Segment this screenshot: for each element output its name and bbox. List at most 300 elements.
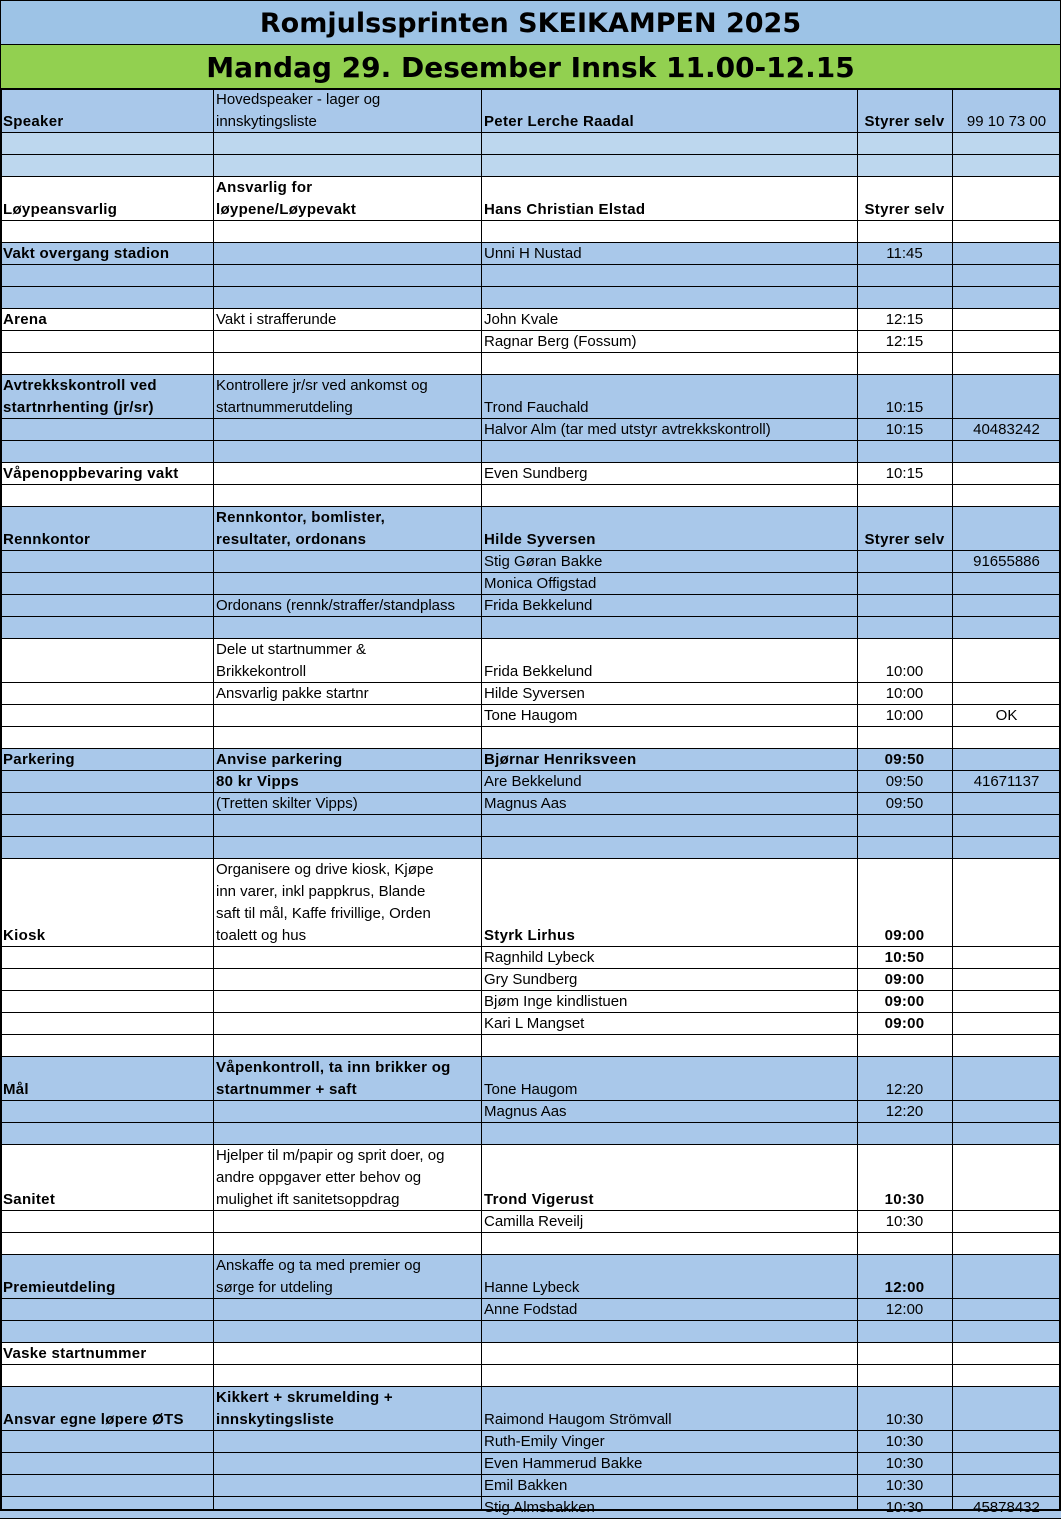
task-cell[interactable] bbox=[213, 1255, 481, 1299]
time-cell[interactable] bbox=[857, 1321, 952, 1343]
phone-cell[interactable] bbox=[952, 419, 1061, 441]
time-cell[interactable] bbox=[857, 375, 952, 419]
time-cell[interactable] bbox=[857, 947, 952, 969]
person-cell[interactable] bbox=[481, 551, 857, 573]
phone-cell[interactable] bbox=[952, 1233, 1061, 1255]
phone-cell[interactable] bbox=[952, 969, 1061, 991]
role-cell[interactable] bbox=[0, 1343, 213, 1365]
phone-cell[interactable] bbox=[952, 727, 1061, 749]
role-cell[interactable] bbox=[0, 595, 213, 617]
role-cell[interactable] bbox=[0, 89, 213, 133]
person-cell[interactable] bbox=[481, 1453, 857, 1475]
task-cell[interactable] bbox=[213, 617, 481, 639]
person-cell[interactable] bbox=[481, 815, 857, 837]
person-cell[interactable] bbox=[481, 155, 857, 177]
time-cell[interactable] bbox=[857, 705, 952, 727]
phone-cell[interactable] bbox=[952, 749, 1061, 771]
person-cell[interactable] bbox=[481, 617, 857, 639]
row-divider bbox=[0, 1100, 1061, 1101]
time-cell[interactable] bbox=[857, 177, 952, 221]
person-cell[interactable] bbox=[481, 573, 857, 595]
phone-cell[interactable] bbox=[952, 1057, 1061, 1101]
table-row bbox=[0, 221, 1061, 243]
phone-cell[interactable] bbox=[952, 551, 1061, 573]
phone-cell[interactable] bbox=[952, 331, 1061, 353]
role-cell[interactable] bbox=[0, 353, 213, 375]
person-cell[interactable] bbox=[481, 1387, 857, 1431]
role-cell[interactable] bbox=[0, 1123, 213, 1145]
time-cell[interactable] bbox=[857, 639, 952, 683]
phone-cell[interactable] bbox=[952, 1497, 1061, 1519]
role-cell[interactable] bbox=[0, 221, 213, 243]
phone-cell[interactable] bbox=[952, 1343, 1061, 1365]
time-cell[interactable] bbox=[857, 793, 952, 815]
time-cell[interactable] bbox=[857, 133, 952, 155]
column-divider bbox=[952, 89, 953, 1511]
task-cell[interactable] bbox=[213, 595, 481, 617]
person-cell[interactable] bbox=[481, 749, 857, 771]
phone-cell[interactable] bbox=[952, 815, 1061, 837]
person-cell-text: Trond Vigerust bbox=[484, 1191, 594, 1208]
task-cell-text: Våpenkontroll, ta inn brikker og startnummer + saft bbox=[216, 1059, 451, 1098]
task-cell[interactable] bbox=[213, 1035, 481, 1057]
phone-cell[interactable] bbox=[952, 683, 1061, 705]
role-cell[interactable] bbox=[0, 463, 213, 485]
person-cell[interactable] bbox=[481, 331, 857, 353]
task-cell[interactable] bbox=[213, 331, 481, 353]
task-cell[interactable] bbox=[213, 1145, 481, 1211]
task-cell[interactable] bbox=[213, 969, 481, 991]
phone-cell[interactable] bbox=[952, 1475, 1061, 1497]
time-cell[interactable] bbox=[857, 155, 952, 177]
person-cell-text: Unni H Nustad bbox=[484, 245, 582, 262]
phone-cell[interactable] bbox=[952, 353, 1061, 375]
role-cell[interactable] bbox=[0, 375, 213, 419]
task-cell[interactable] bbox=[213, 815, 481, 837]
time-cell[interactable] bbox=[857, 1431, 952, 1453]
person-cell[interactable] bbox=[481, 1497, 857, 1519]
table-row bbox=[0, 947, 1061, 969]
phone-cell[interactable] bbox=[952, 375, 1061, 419]
person-cell[interactable] bbox=[481, 1255, 857, 1299]
role-cell[interactable] bbox=[0, 177, 213, 221]
role-cell[interactable] bbox=[0, 243, 213, 265]
task-cell[interactable] bbox=[213, 1123, 481, 1145]
person-cell[interactable] bbox=[481, 287, 857, 309]
time-cell[interactable] bbox=[857, 969, 952, 991]
phone-cell[interactable] bbox=[952, 947, 1061, 969]
row-divider bbox=[0, 946, 1061, 947]
role-cell[interactable] bbox=[0, 837, 213, 859]
phone-cell[interactable] bbox=[952, 1431, 1061, 1453]
time-cell[interactable] bbox=[857, 243, 952, 265]
person-cell[interactable] bbox=[481, 837, 857, 859]
task-cell[interactable] bbox=[213, 1475, 481, 1497]
task-cell[interactable] bbox=[213, 133, 481, 155]
role-cell[interactable] bbox=[0, 331, 213, 353]
row-divider bbox=[0, 968, 1061, 969]
person-cell-text: Magnus Aas bbox=[484, 795, 567, 812]
person-cell[interactable] bbox=[481, 485, 857, 507]
phone-cell[interactable] bbox=[952, 89, 1061, 133]
role-cell[interactable] bbox=[0, 1299, 213, 1321]
role-cell[interactable] bbox=[0, 771, 213, 793]
role-cell[interactable] bbox=[0, 485, 213, 507]
role-cell[interactable] bbox=[0, 265, 213, 287]
task-cell[interactable] bbox=[213, 353, 481, 375]
phone-cell[interactable] bbox=[952, 155, 1061, 177]
phone-cell[interactable] bbox=[952, 177, 1061, 221]
time-cell-text: 10:15 bbox=[885, 465, 924, 482]
role-cell[interactable] bbox=[0, 617, 213, 639]
role-cell[interactable] bbox=[0, 1255, 213, 1299]
phone-cell[interactable] bbox=[952, 1145, 1061, 1211]
sheet-subtitle: Mandag 29. Desember Innsk 11.00-12.15 bbox=[0, 45, 1061, 89]
phone-cell[interactable] bbox=[952, 991, 1061, 1013]
phone-cell[interactable] bbox=[952, 1035, 1061, 1057]
phone-cell[interactable] bbox=[952, 1299, 1061, 1321]
table-row bbox=[0, 1101, 1061, 1123]
time-cell[interactable] bbox=[857, 1035, 952, 1057]
person-cell-text: Styrk Lirhus bbox=[484, 927, 576, 944]
phone-cell[interactable] bbox=[952, 617, 1061, 639]
phone-cell[interactable] bbox=[952, 309, 1061, 331]
time-cell[interactable] bbox=[857, 815, 952, 837]
task-cell[interactable] bbox=[213, 309, 481, 331]
person-cell[interactable] bbox=[481, 1101, 857, 1123]
task-cell[interactable] bbox=[213, 771, 481, 793]
person-cell[interactable] bbox=[481, 1365, 857, 1387]
task-cell[interactable] bbox=[213, 1453, 481, 1475]
role-cell[interactable] bbox=[0, 1387, 213, 1431]
person-cell[interactable] bbox=[481, 309, 857, 331]
time-cell-text: 10:00 bbox=[885, 707, 924, 724]
task-cell[interactable] bbox=[213, 89, 481, 133]
phone-cell[interactable] bbox=[952, 265, 1061, 287]
role-cell[interactable] bbox=[0, 793, 213, 815]
role-cell[interactable] bbox=[0, 749, 213, 771]
role-cell[interactable] bbox=[0, 991, 213, 1013]
person-cell[interactable] bbox=[481, 177, 857, 221]
role-cell[interactable] bbox=[0, 859, 213, 947]
table-row bbox=[0, 1145, 1061, 1211]
role-cell[interactable] bbox=[0, 1035, 213, 1057]
role-cell[interactable] bbox=[0, 1431, 213, 1453]
phone-cell[interactable] bbox=[952, 463, 1061, 485]
table-row bbox=[0, 1321, 1061, 1343]
time-cell[interactable] bbox=[857, 221, 952, 243]
time-cell[interactable] bbox=[857, 1211, 952, 1233]
phone-cell[interactable] bbox=[952, 1211, 1061, 1233]
role-cell[interactable] bbox=[0, 947, 213, 969]
time-cell[interactable] bbox=[857, 617, 952, 639]
phone-cell[interactable] bbox=[952, 1387, 1061, 1431]
phone-cell[interactable] bbox=[952, 595, 1061, 617]
person-cell[interactable] bbox=[481, 133, 857, 155]
person-cell[interactable] bbox=[481, 639, 857, 683]
task-cell[interactable] bbox=[213, 1387, 481, 1431]
time-cell[interactable] bbox=[857, 1233, 952, 1255]
role-cell[interactable] bbox=[0, 1233, 213, 1255]
time-cell[interactable] bbox=[857, 1387, 952, 1431]
role-cell[interactable] bbox=[0, 1321, 213, 1343]
person-cell[interactable] bbox=[481, 1145, 857, 1211]
time-cell-text: 09:00 bbox=[884, 993, 925, 1010]
person-cell[interactable] bbox=[481, 683, 857, 705]
person-cell[interactable] bbox=[481, 793, 857, 815]
phone-cell[interactable] bbox=[952, 133, 1061, 155]
time-cell[interactable] bbox=[857, 1453, 952, 1475]
role-cell[interactable] bbox=[0, 573, 213, 595]
task-cell[interactable] bbox=[213, 1431, 481, 1453]
task-cell[interactable] bbox=[213, 1299, 481, 1321]
person-cell[interactable] bbox=[481, 353, 857, 375]
task-cell[interactable] bbox=[213, 1343, 481, 1365]
person-cell[interactable] bbox=[481, 969, 857, 991]
phone-cell[interactable] bbox=[952, 1321, 1061, 1343]
table-row bbox=[0, 1255, 1061, 1299]
time-cell[interactable] bbox=[857, 1123, 952, 1145]
role-cell[interactable] bbox=[0, 1365, 213, 1387]
task-cell[interactable] bbox=[213, 1497, 481, 1519]
time-cell[interactable] bbox=[857, 1343, 952, 1365]
person-cell[interactable] bbox=[481, 1123, 857, 1145]
person-cell[interactable] bbox=[481, 947, 857, 969]
person-cell[interactable] bbox=[481, 1299, 857, 1321]
time-cell[interactable] bbox=[857, 1365, 952, 1387]
role-cell[interactable] bbox=[0, 507, 213, 551]
role-cell[interactable] bbox=[0, 1057, 213, 1101]
table-row bbox=[0, 133, 1061, 155]
person-cell[interactable] bbox=[481, 419, 857, 441]
task-cell[interactable] bbox=[213, 1365, 481, 1387]
time-cell[interactable] bbox=[857, 573, 952, 595]
person-cell[interactable] bbox=[481, 375, 857, 419]
role-cell[interactable] bbox=[0, 727, 213, 749]
task-cell[interactable] bbox=[213, 375, 481, 419]
person-cell[interactable] bbox=[481, 595, 857, 617]
phone-cell[interactable] bbox=[952, 705, 1061, 727]
task-cell[interactable] bbox=[213, 1013, 481, 1035]
phone-cell[interactable] bbox=[952, 837, 1061, 859]
time-cell[interactable] bbox=[857, 749, 952, 771]
person-cell-text: Tone Haugom bbox=[484, 707, 578, 724]
role-cell[interactable] bbox=[0, 155, 213, 177]
time-cell[interactable] bbox=[857, 441, 952, 463]
role-cell[interactable] bbox=[0, 287, 213, 309]
phone-cell[interactable] bbox=[952, 793, 1061, 815]
person-cell[interactable] bbox=[481, 507, 857, 551]
time-cell[interactable] bbox=[857, 463, 952, 485]
person-cell-text: Are Bekkelund bbox=[484, 773, 582, 790]
task-cell[interactable] bbox=[213, 1233, 481, 1255]
role-cell[interactable] bbox=[0, 309, 213, 331]
time-cell[interactable] bbox=[857, 89, 952, 133]
task-cell[interactable] bbox=[213, 837, 481, 859]
task-cell[interactable] bbox=[213, 287, 481, 309]
time-cell[interactable] bbox=[857, 287, 952, 309]
task-cell[interactable] bbox=[213, 639, 481, 683]
role-cell[interactable] bbox=[0, 815, 213, 837]
person-cell[interactable] bbox=[481, 89, 857, 133]
time-cell[interactable] bbox=[857, 485, 952, 507]
phone-cell[interactable] bbox=[952, 1101, 1061, 1123]
task-cell[interactable] bbox=[213, 947, 481, 969]
time-cell[interactable] bbox=[857, 1013, 952, 1035]
person-cell[interactable] bbox=[481, 243, 857, 265]
time-cell[interactable] bbox=[857, 1057, 952, 1101]
time-cell[interactable] bbox=[857, 419, 952, 441]
person-cell[interactable] bbox=[481, 1035, 857, 1057]
role-cell[interactable] bbox=[0, 133, 213, 155]
time-cell[interactable] bbox=[857, 991, 952, 1013]
task-cell[interactable] bbox=[213, 221, 481, 243]
task-cell[interactable] bbox=[213, 1057, 481, 1101]
task-cell[interactable] bbox=[213, 859, 481, 947]
task-cell[interactable] bbox=[213, 419, 481, 441]
time-cell[interactable] bbox=[857, 1497, 952, 1519]
phone-cell[interactable] bbox=[952, 1365, 1061, 1387]
phone-cell[interactable] bbox=[952, 639, 1061, 683]
task-cell[interactable] bbox=[213, 991, 481, 1013]
time-cell[interactable] bbox=[857, 551, 952, 573]
phone-cell[interactable] bbox=[952, 441, 1061, 463]
task-cell[interactable] bbox=[213, 243, 481, 265]
role-cell[interactable] bbox=[0, 969, 213, 991]
role-cell[interactable] bbox=[0, 1013, 213, 1035]
time-cell[interactable] bbox=[857, 1475, 952, 1497]
task-cell[interactable] bbox=[213, 683, 481, 705]
table-row bbox=[0, 441, 1061, 463]
task-cell[interactable] bbox=[213, 793, 481, 815]
role-cell[interactable] bbox=[0, 1211, 213, 1233]
time-cell[interactable] bbox=[857, 353, 952, 375]
task-cell[interactable] bbox=[213, 705, 481, 727]
person-cell[interactable] bbox=[481, 705, 857, 727]
table-row bbox=[0, 683, 1061, 705]
time-cell[interactable] bbox=[857, 859, 952, 947]
phone-cell[interactable] bbox=[952, 573, 1061, 595]
phone-cell[interactable] bbox=[952, 485, 1061, 507]
phone-cell[interactable] bbox=[952, 287, 1061, 309]
sheet-title: Romjulssprinten SKEIKAMPEN 2025 bbox=[0, 0, 1061, 45]
task-cell[interactable] bbox=[213, 1101, 481, 1123]
task-cell[interactable] bbox=[213, 265, 481, 287]
time-cell[interactable] bbox=[857, 727, 952, 749]
time-cell[interactable] bbox=[857, 1255, 952, 1299]
task-cell[interactable] bbox=[213, 177, 481, 221]
task-cell[interactable] bbox=[213, 441, 481, 463]
role-cell[interactable] bbox=[0, 1475, 213, 1497]
person-cell-text: Hilde Syversen bbox=[484, 685, 585, 702]
phone-cell[interactable] bbox=[952, 859, 1061, 947]
time-cell[interactable] bbox=[857, 265, 952, 287]
time-cell[interactable] bbox=[857, 309, 952, 331]
row-divider bbox=[0, 1430, 1061, 1431]
task-cell-text: Organisere og drive kiosk, Kjøpe inn varer, inkl pappkrus, Blande saft til mål, Kaffe frivillige, Orden toalett og hus bbox=[216, 861, 434, 944]
role-cell[interactable] bbox=[0, 1145, 213, 1211]
phone-cell[interactable] bbox=[952, 1123, 1061, 1145]
time-cell[interactable] bbox=[857, 331, 952, 353]
task-cell[interactable] bbox=[213, 1321, 481, 1343]
row-divider bbox=[0, 572, 1061, 573]
person-cell[interactable] bbox=[481, 859, 857, 947]
role-cell[interactable] bbox=[0, 1453, 213, 1475]
person-cell[interactable] bbox=[481, 441, 857, 463]
phone-cell[interactable] bbox=[952, 1013, 1061, 1035]
person-cell-text: Frida Bekkelund bbox=[484, 663, 593, 680]
task-cell[interactable] bbox=[213, 1211, 481, 1233]
role-cell[interactable] bbox=[0, 551, 213, 573]
task-cell[interactable] bbox=[213, 507, 481, 551]
role-cell[interactable] bbox=[0, 639, 213, 683]
person-cell[interactable] bbox=[481, 463, 857, 485]
person-cell-text: Anne Fodstad bbox=[484, 1301, 578, 1318]
person-cell[interactable] bbox=[481, 1343, 857, 1365]
task-cell[interactable] bbox=[213, 463, 481, 485]
person-cell[interactable] bbox=[481, 991, 857, 1013]
phone-cell[interactable] bbox=[952, 1453, 1061, 1475]
person-cell[interactable] bbox=[481, 1321, 857, 1343]
row-divider bbox=[0, 1144, 1061, 1145]
time-cell[interactable] bbox=[857, 595, 952, 617]
task-cell[interactable] bbox=[213, 485, 481, 507]
table-row bbox=[0, 463, 1061, 485]
row-divider bbox=[0, 330, 1061, 331]
role-cell-text: Rennkontor bbox=[3, 531, 91, 548]
task-cell[interactable] bbox=[213, 551, 481, 573]
time-cell[interactable] bbox=[857, 1145, 952, 1211]
person-cell[interactable] bbox=[481, 1431, 857, 1453]
task-cell[interactable] bbox=[213, 749, 481, 771]
role-cell[interactable] bbox=[0, 419, 213, 441]
phone-cell-text: 99 10 73 00 bbox=[966, 113, 1047, 130]
role-cell[interactable] bbox=[0, 1497, 213, 1519]
time-cell[interactable] bbox=[857, 683, 952, 705]
role-cell[interactable] bbox=[0, 441, 213, 463]
task-cell[interactable] bbox=[213, 727, 481, 749]
person-cell[interactable] bbox=[481, 1233, 857, 1255]
phone-cell[interactable] bbox=[952, 1255, 1061, 1299]
phone-cell[interactable] bbox=[952, 243, 1061, 265]
time-cell[interactable] bbox=[857, 507, 952, 551]
phone-cell-text: 40483242 bbox=[973, 421, 1040, 438]
person-cell[interactable] bbox=[481, 1475, 857, 1497]
phone-cell[interactable] bbox=[952, 507, 1061, 551]
person-cell[interactable] bbox=[481, 1211, 857, 1233]
task-cell[interactable] bbox=[213, 155, 481, 177]
table-row bbox=[0, 595, 1061, 617]
time-cell[interactable] bbox=[857, 837, 952, 859]
role-cell[interactable] bbox=[0, 1101, 213, 1123]
time-cell[interactable] bbox=[857, 771, 952, 793]
person-cell[interactable] bbox=[481, 771, 857, 793]
time-cell[interactable] bbox=[857, 1101, 952, 1123]
phone-cell[interactable] bbox=[952, 771, 1061, 793]
person-cell[interactable] bbox=[481, 1013, 857, 1035]
person-cell-text: Trond Fauchald bbox=[484, 399, 589, 416]
person-cell[interactable] bbox=[481, 265, 857, 287]
person-cell[interactable] bbox=[481, 1057, 857, 1101]
role-cell[interactable] bbox=[0, 683, 213, 705]
role-cell[interactable] bbox=[0, 705, 213, 727]
time-cell[interactable] bbox=[857, 1299, 952, 1321]
phone-cell[interactable] bbox=[952, 221, 1061, 243]
person-cell[interactable] bbox=[481, 727, 857, 749]
task-cell[interactable] bbox=[213, 573, 481, 595]
person-cell[interactable] bbox=[481, 221, 857, 243]
time-cell-text: 10:30 bbox=[885, 1455, 924, 1472]
